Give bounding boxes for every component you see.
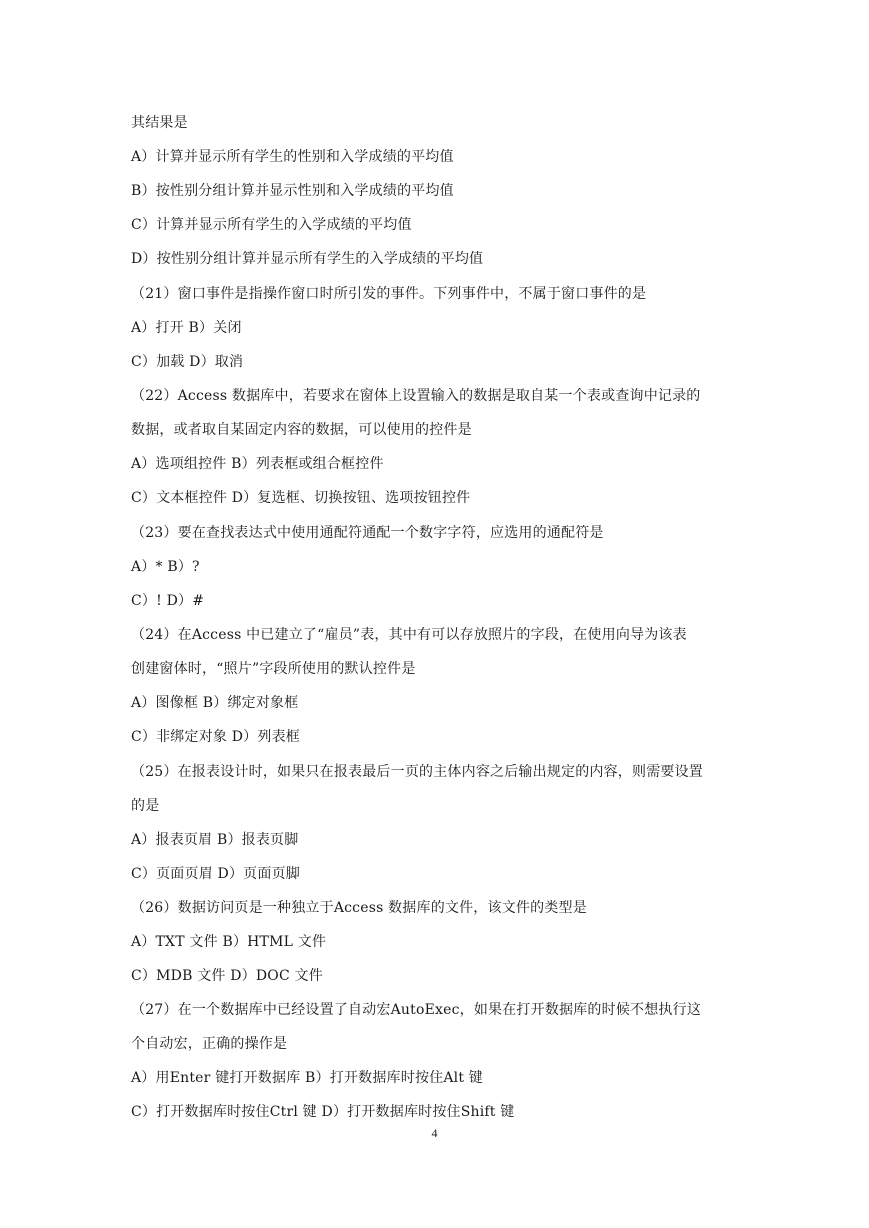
question-21: （21）窗口事件是指操作窗口时所引发的事件。下列事件中，不属于窗口事件的是 [131,286,647,302]
option-c: C）计算并显示所有学生的入学成绩的平均值 [131,217,412,233]
options-cd: C）文本框控件 D）复选框、切换按钮、选项按钮控件 [131,490,471,506]
question-25-continued: 的是 [131,798,160,814]
page-number: 4 [431,1126,438,1140]
question-23: （23）要在查找表达式中使用通配符通配一个数字字符，应选用的通配符是 [131,525,604,541]
option-b: B）按性别分组计算并显示性别和入学成绩的平均值 [131,183,454,199]
question-27-continued: 个自动宏，正确的操作是 [131,1036,288,1052]
options-ab: A）用Enter 键打开数据库 B）打开数据库时按住Alt 键 [131,1070,484,1086]
option-d: D）按性别分组计算并显示所有学生的入学成绩的平均值 [131,251,484,267]
options-ab: A）报表页眉 B）报表页脚 [131,832,299,848]
option-a: A）计算并显示所有学生的性别和入学成绩的平均值 [131,149,454,165]
question-24: （24）在Access 中已建立了“雇员”表，其中有可以存放照片的字段，在使用向导为该表 [131,627,687,643]
options-cd: C）! D）# [131,593,205,609]
question-25: （25）在报表设计时，如果只在报表最后一页的主体内容之后输出规定的内容，则需要设置 [131,764,704,780]
options-cd: C）打开数据库时按住Ctrl 键 D）打开数据库时按住Shift 键 [131,1104,515,1120]
options-ab: A）图像框 B）绑定对象框 [131,695,299,711]
question-27: （27）在一个数据库中已经设置了自动宏AutoExec，如果在打开数据库的时候不想执行这 [131,1002,702,1018]
text-line: 其结果是 [131,115,188,131]
options-ab: A）* B）? [131,559,200,575]
options-cd: C）加载 D）取消 [131,354,244,370]
question-24-continued: 创建窗体时，“照片”字段所使用的默认控件是 [131,661,416,677]
question-22-continued: 数据，或者取自某固定内容的数据，可以使用的控件是 [131,422,472,438]
question-22: （22）Access 数据库中，若要求在窗体上设置输入的数据是取自某一个表或查询中记录的 [131,388,701,404]
options-cd: C）页面页眉 D）页面页脚 [131,866,300,882]
options-cd: C）非绑定对象 D）列表框 [131,729,300,745]
options-cd: C）MDB 文件 D）DOC 文件 [131,968,323,984]
options-ab: A）选项组控件 B）列表框或组合框控件 [131,456,384,472]
options-ab: A）TXT 文件 B）HTML 文件 [131,934,327,950]
question-26: （26）数据访问页是一种独立于Access 数据库的文件，该文件的类型是 [131,900,587,916]
options-ab: A）打开 B）关闭 [131,320,242,336]
